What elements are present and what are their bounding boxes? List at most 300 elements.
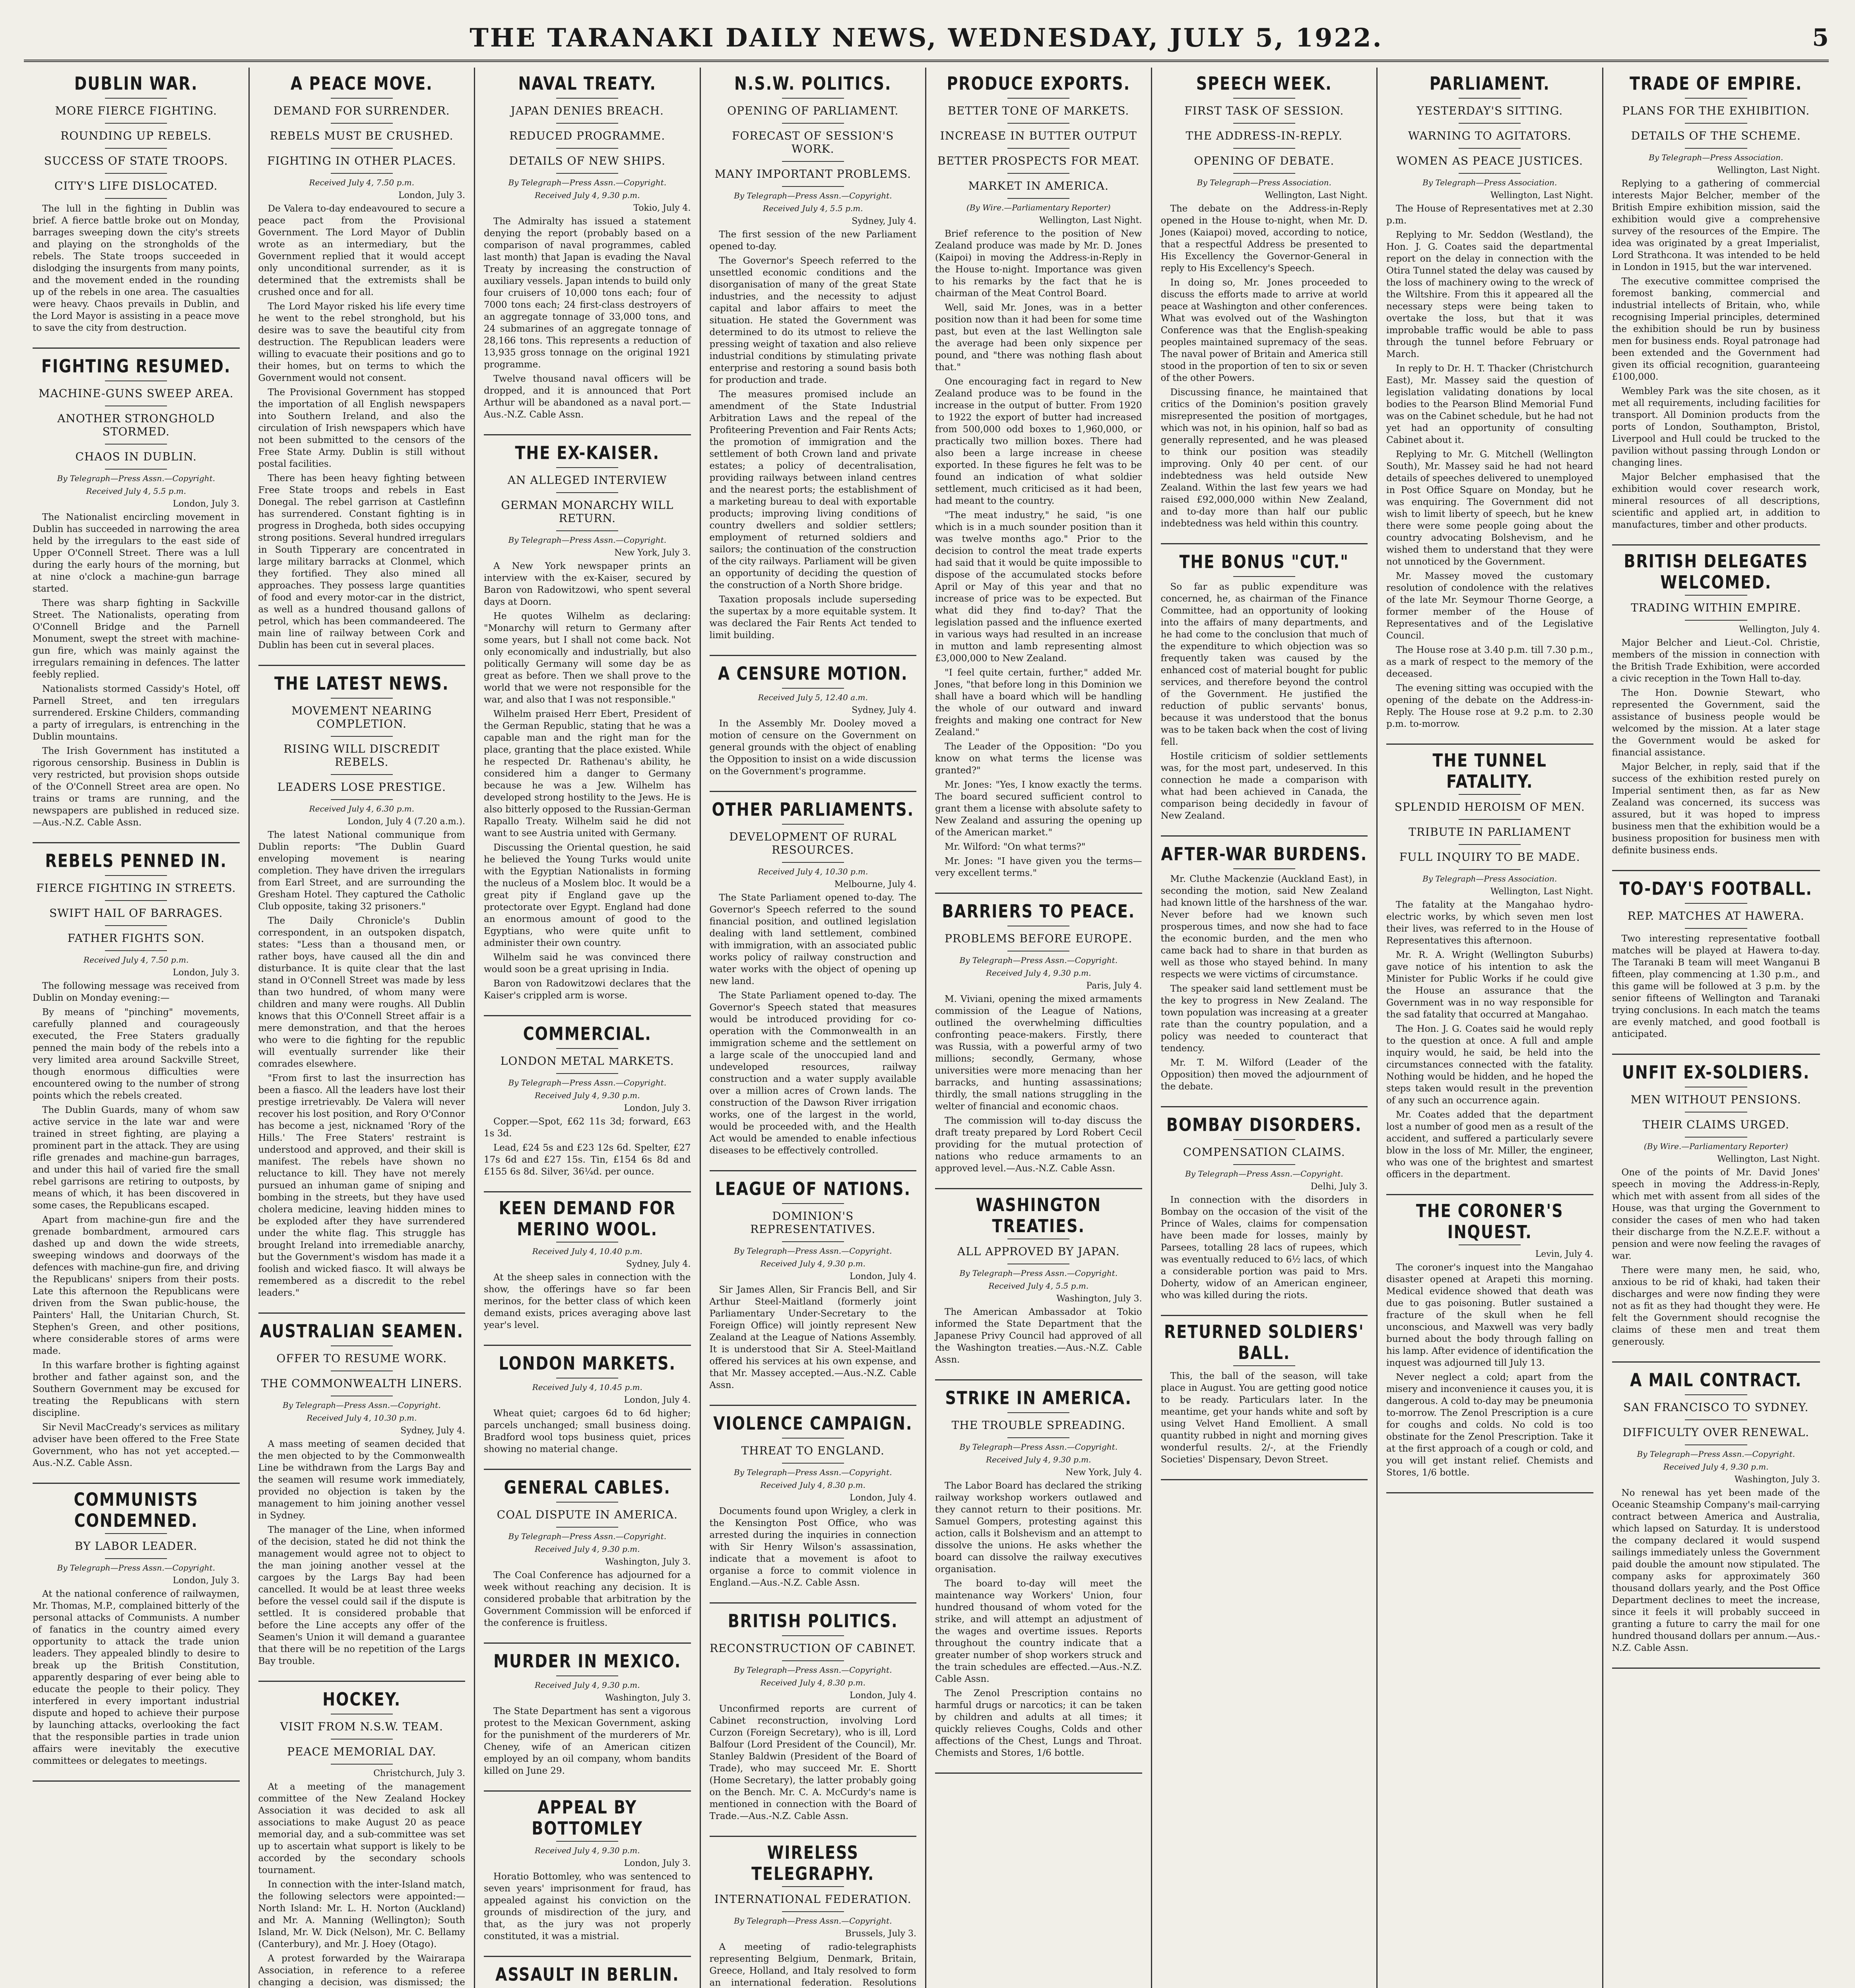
- article-subheading: MARKET IN AMERICA.: [968, 179, 1109, 192]
- article-paragraph: Nationalists stormed Cassidy's Hotel, off Parnell Street, and ten irregulars surrendered. Erskine Childers, commanding a party of irregulars, is entrenching in the Dublin mountains.: [33, 684, 240, 742]
- section-separator: [1161, 835, 1368, 837]
- rule-divider: [556, 98, 618, 99]
- article-place: Paris, July 4.: [1086, 981, 1142, 991]
- rule-divider: [556, 467, 618, 468]
- article-paragraph: Taxation proposals include superseding the supertax by a more equitable system. It was declared the Fair Rents Act tended to limit building.: [709, 594, 916, 641]
- article-body: [1386, 1262, 1593, 1479]
- article-subheading: COAL DISPUTE IN AMERICA.: [497, 1508, 678, 1521]
- article-dateline: By Telegraph—Press Assn.—Copyright.: [57, 474, 215, 483]
- article-subheading: FIRST TASK OF SESSION.: [1184, 104, 1344, 117]
- section-separator: [1386, 744, 1593, 745]
- article-paragraph: In this warfare brother is fighting against brother and father against son, and the Southern Government may be excused for treating the Republicans with stern discipline.: [33, 1360, 240, 1418]
- article-headline: KEEN DEMAND FOR MERINO WOOL.: [499, 1198, 676, 1240]
- article-subheading: WOMEN AS PEACE JUSTICES.: [1396, 154, 1583, 167]
- rule-divider: [1459, 148, 1521, 149]
- rule-divider: [1007, 1437, 1069, 1438]
- section-separator: [1161, 1315, 1368, 1316]
- article-paragraph: A protest forwarded by the Wairarapa Association, in reference to a referee changing a decision, was dismissed; the: [258, 1953, 465, 1988]
- article-paragraph: M. Viviani, opening the mixed armaments commission of the League of Nations, outlined the overwhelming difficulties confronting peace-makers. Firstly, there was Russia, with a powerful army of two millions; secondly, Germany, whose universities were more menacing than her barracks, and hunting assassinations; thirdly, the small nations struggling in the welter of financial and economic chaos.: [935, 994, 1142, 1112]
- article-body: [33, 511, 240, 829]
- article-paragraph: Copper.—Spot, £62 11s 3d; forward, £63 1s 3d.: [484, 1116, 691, 1139]
- article-place: Washington, July 3.: [1734, 1475, 1820, 1485]
- rule-divider: [1233, 1139, 1295, 1140]
- article-paragraph: Apart from machine-gun fire and the grenade bombardment, armoured cars dashed up and down the wide streets, sweeping windows and doorways of the defences with machine-gun fire, and driving the Republicans' snipers from their posts. Late this afternoon the Republicans were driven from the Swan public-house, the Painters' Hall, the Unitarian Church, St. Stephen's Green, and other positions, where considerable stores of arms were made.: [33, 1215, 240, 1356]
- article-dateline: By Telegraph—Press Assn.—Copyright.: [733, 1665, 892, 1675]
- rule-divider: [331, 698, 393, 699]
- article-paragraph: The Lord Mayor risked his life every time he went to the rebel stronghold, but his desire was to save the beautiful city from destruction. The Republican leaders were willing to evacuate their positions and go to their homes, but on terms to which the Government would not consent.: [258, 301, 465, 383]
- article-received: Received July 4, 8.30 p.m.: [760, 1678, 865, 1687]
- article-received: Received July 4, 6.30 p.m.: [309, 804, 414, 813]
- section-separator: [1161, 1106, 1368, 1107]
- article: [33, 75, 240, 334]
- article-place: Washington, July 3.: [605, 1557, 691, 1567]
- article-subheading: MOVEMENT NEARING COMPLETION.: [291, 704, 432, 730]
- rule-divider: [105, 98, 167, 99]
- rule-divider: [105, 925, 167, 926]
- article-received: Received July 4, 9.30 p.m.: [986, 1455, 1091, 1464]
- article-subheading: REBELS MUST BE CRUSHED.: [270, 129, 454, 142]
- article-paragraph: In connection with the disorders in Bombay on the occasion of the visit of the Prince of Wales, claims for compensation have been made for losses, mainly by Parsees, totalling 28 lacs of rupees, which was eventually reduced to 6½ lacs, of which a considerable portion was paid to Mrs. Doherty, widow of an American engineer, who was killed during the riots.: [1160, 1195, 1368, 1301]
- article-body: [1386, 899, 1593, 1180]
- rule-divider: [1685, 1137, 1747, 1138]
- article-paragraph: In the Assembly Mr. Dooley moved a motion of censure on the Government on general grounds with the object of enabling the Opposition to insist on a wide discussion on the Government's programme.: [709, 718, 916, 777]
- article-paragraph: The Admiralty has issued a statement denying the report (probably based on a comparison of naval programmes, cabled last month) that Japan is evading the Naval Treaty by increasing the construction of auxiliary vessels. Japan intends to build only four cruisers of 10,000 tons each; four of 7000 tons each; 24 first-class destroyers of an aggregate tonnage of 33,000 tons, and 24 submarines of an aggregate tonnage of 28,166 tons. This represents a reduction of 13,935 gross tonnage on the original 1921 programme.: [484, 216, 691, 370]
- article-place: Tokio, July 4.: [633, 203, 691, 213]
- article: [1612, 1371, 1820, 1654]
- article-paragraph: Sir Nevil MacCready's services as military adviser have been offered to the Free State Government, who has not yet accepted.—Aus.-N.Z. Cable Assn.: [33, 1422, 240, 1468]
- article-subheading: BETTER TONE OF MARKETS.: [948, 104, 1129, 117]
- article-body: [710, 1505, 917, 1589]
- article-body: [258, 1781, 466, 1988]
- article-body: [33, 1588, 240, 1767]
- article-body: [935, 228, 1142, 879]
- rule-divider: [782, 98, 844, 99]
- article-headline: UNFIT EX-SOLDIERS.: [1622, 1062, 1810, 1083]
- column-4: [701, 68, 927, 1988]
- article-headline: LONDON MARKETS.: [499, 1353, 676, 1374]
- article-body: [33, 203, 240, 334]
- rule-divider: [331, 774, 393, 775]
- article-headline: BARRIERS TO PEACE.: [942, 901, 1135, 922]
- article-subheading: INCREASE IN BUTTER OUTPUT: [940, 129, 1137, 142]
- article-paragraph: The speaker said land settlement must be the key to progress in New Zealand. The town population was increasing at a greater rate than the country population, and a policy was needed to counteract that tendency.: [1160, 984, 1368, 1054]
- article-received: Received July 4, 10.30 p.m.: [758, 867, 868, 876]
- article-paragraph: Mr. Jones: "I have given you the terms—very excellent terms.": [935, 856, 1142, 878]
- article-subheading: WARNING TO AGITATORS.: [1408, 129, 1572, 142]
- article-headline: AFTER-WAR BURDENS.: [1161, 843, 1368, 865]
- section-separator: [1612, 870, 1820, 871]
- article-headline: NAVAL TREATY.: [518, 73, 656, 94]
- article-dateline: By Telegraph—Press Assn.—Copyright.: [959, 955, 1118, 965]
- article-paragraph: A mass meeting of seamen decided that the men objected to by the Commonwealth Line be withdrawn from the Largs Bay and the seamen will resume work immediately, provided no objection is taken by the management to him joining another vessel in Sydney.: [258, 1439, 465, 1521]
- rule-divider: [1685, 928, 1747, 929]
- article-paragraph: He quotes Wilhelm as declaring: "Monarchy will return to Germany after some years, but I shall not come back. Not only economically and industrially, but also politically Germany will some day be as great as before. Then we shall prove to the world that we were not responsible for the war, and also that I was not responsible.": [484, 611, 691, 705]
- article-subheading: YESTERDAY'S SITTING.: [1416, 104, 1563, 117]
- article-paragraph: The Zenol Prescription contains no harmful drugs or narcotics; it can be taken by children and adults at all times; it quickly relieves Coughs, Colds and other affections of the Chest, Lungs and Throat. Chemists and Stores, 1/6 bottle.: [935, 1688, 1142, 1758]
- article: [1161, 75, 1368, 530]
- rule-divider: [331, 1739, 393, 1740]
- section-separator: [484, 1191, 691, 1192]
- article: [935, 1194, 1142, 1366]
- article-body: [710, 718, 917, 777]
- article-body: [484, 1116, 691, 1178]
- article-paragraph: By means of "pinching" movements, carefully planned and courageously executed, the Free Staters gradually penned the main body of the rebels into a very limited area around Sackville Street, though enormous difficulties were encountered owing to the number of strong points which the rebels created.: [33, 1007, 240, 1101]
- rule-divider: [782, 862, 844, 863]
- article-headline: PRODUCE EXPORTS.: [947, 73, 1131, 94]
- article-place: London, July 3.: [173, 968, 240, 978]
- column-5: [926, 68, 1152, 1988]
- article-headline: A PEACE MOVE.: [290, 73, 433, 94]
- article-paragraph: Replying to Mr. G. Mitchell (Wellington South), Mr. Massey said he had not heard details of speeches delivered to unemployed in Post Office Square on Monday, but he was enquiring. The Government did not wish to limit liberty of speech, but he knew there were some people going about the country advocating Bolshevism, and he wished them to understand that they were not unnoticed by the Government.: [1386, 449, 1593, 567]
- rule-divider: [556, 530, 618, 531]
- article-paragraph: The American Ambassador at Tokio informed the State Department that the Japanese Privy Council had approved of all the Washington treaties.—Aus.-N.Z. Cable Assn.: [935, 1307, 1142, 1365]
- article-paragraph: The following message was received from Dublin on Monday evening:—: [33, 981, 240, 1003]
- article: [1160, 1321, 1368, 1466]
- article-subheading: DIFFICULTY OVER RENEWAL.: [1622, 1426, 1809, 1439]
- section-separator: [935, 1188, 1142, 1189]
- article: [258, 1322, 466, 1667]
- article-subheading: GERMAN MONARCHY WILL RETURN.: [501, 499, 674, 525]
- article-paragraph: "The meat industry," he said, "is one which is in a much sounder position than it was twelve months ago." Prior to the decision to control the meat trade experts had said that it would be quite impossible to dispose of the accumulated stocks before April or May of this year and that no increase of price was to be expected. But what did they find to-day? That the legislation passed and the influence exerted in various ways had resulted in an increase in mutton and lamb representing almost £3,000,000 to New Zealand.: [935, 510, 1142, 664]
- rule-divider: [1233, 868, 1295, 869]
- article-place: Wellington, Last Night.: [1717, 1154, 1820, 1164]
- article-subheading: OPENING OF DEBATE.: [1194, 154, 1335, 167]
- article: [710, 1415, 917, 1589]
- article-body: [710, 1703, 917, 1822]
- rule-divider: [1233, 173, 1295, 174]
- article-received: Received July 4, 9.30 p.m.: [535, 1091, 640, 1100]
- article-place: Sydney, July 4.: [852, 216, 916, 226]
- columns: [24, 68, 1829, 1988]
- article-dateline: By Telegraph—Press Assn.—Copyright.: [959, 1442, 1118, 1452]
- article-received: Received July 4, 7.50 p.m.: [309, 178, 414, 187]
- rule-divider: [556, 1841, 618, 1842]
- article-paragraph: Documents found upon Wrigley, a clerk in the Kensington Post Office, who was arrested during the inquiries in connection with Sir Henry Wilson's assassination, indicate that a movement is afoot to organise a force to commit violence in England.—Aus.-N.Z. Cable Assn.: [709, 1506, 916, 1588]
- article-paragraph: A New York newspaper prints an interview with the ex-Kaiser, secured by Baron von Radowitzowi, who spent several days at Doorn.: [484, 561, 691, 607]
- article: [258, 1691, 466, 1988]
- rule-divider: [1685, 1394, 1747, 1395]
- article-subheading: LONDON METAL MARKETS.: [500, 1054, 674, 1068]
- article-paragraph: The Leader of the Opposition: "Do you know on what terms the license was granted?": [935, 742, 1142, 776]
- rule-divider: [1459, 844, 1521, 845]
- article-dateline: By Telegraph—Press Assn.—Copyright.: [57, 1563, 215, 1573]
- article: [1612, 1064, 1820, 1348]
- rule-divider: [105, 173, 167, 174]
- column-8: [1603, 68, 1829, 1988]
- rule-divider: [1007, 173, 1069, 174]
- section-separator: [1612, 1361, 1820, 1363]
- article-paragraph: Major Belcher, in reply, said that if the success of the exhibition rested purely on Imperial sentiment then, as far as New Zealand was concerned, its success was assured, but it was hoped to impress business men that the exhibition would be a business proposition for business men with definite business ends.: [1612, 762, 1820, 856]
- article-subheading: DEMAND FOR SURRENDER.: [273, 104, 450, 117]
- article-paragraph: Wheat quiet; cargoes 6d to 6d higher; parcels unchanged; small business doing. Bradford wool tops business quiet, prices showing no material change.: [484, 1408, 691, 1454]
- article-subheading: ANOTHER STRONGHOLD STORMED.: [57, 412, 215, 438]
- section-separator: [935, 1379, 1142, 1380]
- article-received: Received July 4, 5.5 p.m.: [86, 486, 186, 496]
- article-subheading: DETAILS OF THE SCHEME.: [1631, 129, 1801, 142]
- section-separator: [1161, 543, 1368, 544]
- rule-divider: [1685, 903, 1747, 904]
- rule-divider: [782, 1203, 844, 1204]
- article: [710, 1180, 917, 1391]
- article-received: Received July 4, 9.30 p.m.: [535, 190, 640, 200]
- rule-divider: [1459, 869, 1521, 870]
- article-paragraph: The measures promised include an amendment of the State Industrial Arbitration Laws and the repeal of the Profiteering Prevention and Fair Rents Acts; the promotion of immigration and the settlement of both Crown land and private estates; a policy of decentralisation, providing railways between inland centres and the nearest ports; the establishment of a marketing bureau to deal with exportable products; improving living conditions of country dwellers and soldier settlers; employment of returned soldiers and sailors; the continuation of the construction of the city railways. Parliament will be given an opportunity of deciding the question of the construction of a North Shore bridge.: [709, 389, 916, 590]
- article-paragraph: At the national conference of railwaymen, Mr. Thomas, M.P., complained bitterly of the personal attacks of Communists. A number of fanatics in the country aimed every opportunity to attack the trade union leaders. They appealed blindly to desire to break up the British Constitution, apparently desparing of ever being able to educate the people to their policy. They interfered in every important industrial dispute and hoped to achieve their purpose by launching attacks, overlooking the fact that the responsible parties in trade union affairs were inevitably the executive committees or delegates to meetings.: [33, 1589, 240, 1766]
- section-separator: [935, 1773, 1142, 1774]
- rule-divider: [105, 1558, 167, 1559]
- rule-divider: [105, 148, 167, 149]
- article-dateline: (By Wire.—Parliamentary Reporter): [1643, 1142, 1788, 1151]
- article-paragraph: Sir James Allen, Sir Francis Bell, and Sir Arthur Steel-Maitland (formerly joint Parliamentary Under-Secretary to the Foreign Office) will jointly represent New Zealand at the League of Nations Assembly. It is understood that Sir A. Steel-Maitland offered his services at his own expense, and that Mr. Massey accepted.—Aus.-N.Z. Cable Assn.: [709, 1285, 916, 1390]
- article-body: [258, 203, 466, 651]
- article: [1386, 75, 1593, 730]
- article-place: London, July 4.: [850, 1272, 916, 1281]
- article-body: [1612, 933, 1820, 1040]
- article-body: [1612, 178, 1820, 531]
- article-place: London, July 4.: [850, 1691, 916, 1701]
- article-paragraph: Major Belcher and Lieut.-Col. Christie, members of the mission in connection with the British Trade Exhibition, were accorded a civic reception in the Town Hall to-day.: [1612, 638, 1820, 684]
- rule-divider: [1685, 1444, 1747, 1445]
- masthead: [24, 16, 1829, 62]
- article-paragraph: A meeting of radio-telegraphists representing Belgium, Denmark, Britain, Greece, Holland, and Italy resolved to form an international federation. Resolutions: [709, 1942, 916, 1988]
- article-subheading: TRIBUTE IN PARLIAMENT: [1409, 825, 1571, 839]
- article-body: [484, 1871, 691, 1942]
- rule-divider: [782, 824, 844, 825]
- rule-divider: [1007, 98, 1069, 99]
- article-subheading: REP. MATCHES AT HAWERA.: [1627, 909, 1805, 922]
- article-body: [484, 1272, 691, 1331]
- article-dateline: By Telegraph—Press Association.: [1197, 178, 1331, 187]
- article-paragraph: The State Department has sent a vigorous protest to the Mexican Government, asking for the punishment of the murderers of Mr. Cheney, wife of an American citizen employed by an oil company, whom bandits killed on June 29.: [484, 1706, 691, 1776]
- article-headline: APPEAL BY BOTTOMLEY: [532, 1797, 643, 1839]
- article-paragraph: Mr. R. A. Wright (Wellington Suburbs) gave notice of his intention to ask the Minister for Public Works if he could give the House an assurance that the Government was in no way responsible for the sad fatality that occurred at Mangahao.: [1386, 950, 1593, 1020]
- rule-divider: [105, 444, 167, 445]
- section-separator: [258, 1312, 466, 1314]
- article-subheading: FATHER FIGHTS SON.: [67, 932, 205, 945]
- article-paragraph: The board to-day will meet the maintenance way Workers' Union, four hundred thousand of whom voted for the strike, and will attempt an adjustment of the wages and overtime issues. Reports throughout the country indicate that a greater number of shop workers struck and the train schedules are effected.—Aus.-N.Z. Cable Assn.: [935, 1578, 1142, 1684]
- article: [33, 357, 240, 829]
- section-separator: [935, 893, 1142, 894]
- section-separator: [33, 1780, 240, 1782]
- article-place: Brussels, July 3.: [845, 1929, 916, 1939]
- section-separator: [1612, 544, 1820, 546]
- rule-divider: [1007, 148, 1069, 149]
- article-place: Delhi, July 3.: [1310, 1182, 1368, 1192]
- article-paragraph: The lull in the fighting in Dublin was brief. A fierce battle broke out on Monday, barrages sweeping down the city's streets and playing on the strongholds of the rebels. The State troops succeeded in dislodging the insurgents from many points, and the movement ended in the rounding up of the rebels in one area. The casualties were heavy. Chaos prevails in Dublin, and the Lord Mayor is assisting in a peace move to save the city from destruction.: [33, 204, 240, 333]
- section-separator: [710, 1405, 917, 1406]
- article-headline: HOCKEY.: [322, 1689, 401, 1710]
- article-paragraph: Baron von Radowitzowi declares that the Kaiser's crippled arm is worse.: [484, 978, 691, 1001]
- article-place: London, July 4 (7.20 a.m.).: [347, 817, 465, 827]
- section-separator: [258, 1681, 466, 1682]
- rule-divider: [1685, 620, 1747, 621]
- article-paragraph: Wilhelm said he was convinced there would soon be a great uprising in India.: [484, 952, 691, 975]
- section-separator: [484, 1956, 691, 1957]
- rule-divider: [105, 198, 167, 199]
- article-dateline: By Telegraph—Press Assn.—Copyright.: [733, 191, 892, 200]
- rule-divider: [782, 1886, 844, 1887]
- article-paragraph: The manager of the Line, when informed of the decision, stated he did not think the management would agree not to object to the man joining another vessel at the cargoes by the Largs Bay had been cancelled. It would be at least three weeks before the vessel could sail if the dispute is settled. It is considered probable that before the Line accepts any offer of the Seamen's Union it will demand a guarantee that there will be no repetition of the Largs Bay trouble.: [258, 1525, 465, 1666]
- article-headline: AUSTRALIAN SEAMEN.: [260, 1320, 464, 1342]
- article-headline: THE LATEST NEWS.: [274, 673, 449, 694]
- article: [484, 1479, 691, 1629]
- article-headline: GENERAL CABLES.: [504, 1477, 671, 1498]
- rule-divider: [782, 1911, 844, 1912]
- article-received: Received July 4, 9.30 p.m.: [535, 1544, 640, 1554]
- article: [709, 1842, 917, 1988]
- article-paragraph: Mr. Cluthe Mackenzie (Auckland East), in seconding the motion, said New Zealand had known little of the harshness of the war. Never before had we known such prosperous times, and now she had to face the economic burden, and the men who came back had to share in that burden as well as those who stayed behind. In many respects we were victims of circumstance.: [1160, 874, 1368, 980]
- article-dateline: (By Wire.—Parliamentary Reporter): [966, 203, 1111, 212]
- article-paragraph: Mr. Massey moved the customary resolution of condolence with the relatives of the late Mr. Seymour Thorne George, a former member of the House of Representatives and of the Legislative Council.: [1386, 571, 1593, 641]
- article: [33, 852, 240, 1469]
- article-body: [710, 1941, 917, 1988]
- article-subheading: DETAILS OF NEW SHIPS.: [509, 154, 666, 167]
- article-headline: VIOLENCE CAMPAIGN.: [713, 1413, 913, 1434]
- article-dateline: By Telegraph—Press Assn.—Copyright.: [1185, 1169, 1343, 1178]
- article-paragraph: The Hon. Downie Stewart, who represented the Government, said the assistance of business people would be welcomed by the mission. At a later stage the Government would be asked for financial assistance.: [1612, 688, 1820, 758]
- article-body: [484, 1705, 691, 1777]
- article-place: Wellington, Last Night.: [1717, 165, 1820, 175]
- article-received: Received July 4, 5.5 p.m.: [988, 1281, 1089, 1291]
- article-body: [1161, 1370, 1368, 1466]
- article-subheading: PROBLEMS BEFORE EUROPE.: [945, 932, 1133, 945]
- rule-divider: [1685, 148, 1747, 149]
- article-subheading: RISING WILL DISCREDIT REBELS.: [283, 742, 440, 769]
- rule-divider: [1685, 1419, 1747, 1420]
- article-place: London, July 3.: [624, 1858, 691, 1868]
- article-headline: WIRELESS TELEGRAPHY.: [751, 1842, 875, 1884]
- article-body: [935, 1480, 1142, 1759]
- article-headline: TO-DAY'S FOOTBALL.: [1619, 878, 1812, 899]
- article-subheading: MACHINE-GUNS SWEEP AREA.: [38, 387, 234, 400]
- rule-divider: [331, 148, 393, 149]
- article-body: [710, 892, 917, 1157]
- section-separator: [484, 434, 691, 435]
- article-place: London, July 3.: [398, 190, 465, 200]
- article-dateline: By Telegraph—Press Assn.—Copyright.: [1637, 1449, 1795, 1459]
- rule-divider: [105, 469, 167, 470]
- article-headline: FIGHTING RESUMED.: [41, 355, 231, 377]
- article-headline: STRIKE IN AMERICA.: [945, 1387, 1132, 1409]
- article: [258, 675, 466, 1299]
- article: [484, 1966, 691, 1988]
- article-subheading: RECONSTRUCTION OF CABINET.: [710, 1642, 916, 1655]
- article-place: London, July 4.: [850, 1493, 916, 1503]
- masthead-title: THE TARANAKI DAILY NEWS, WEDNESDAY, JULY 5, 1922.: [470, 23, 1383, 53]
- rule-divider: [782, 1438, 844, 1439]
- article-paragraph: Replying to Mr. Seddon (Westland), the Hon. J. G. Coates said the departmental report on the delay in connection with the Otira Tunnel stated the delay was caused by the loss of machinery owing to the wreck of the Wiltshire. From this it appeared all the necessary steps were being taken to overtake the loss, but that it was improbable traffic would be able to pass through the tunnel before February or March.: [1386, 230, 1593, 359]
- article-body: [1161, 203, 1368, 530]
- article-body: [258, 1438, 466, 1667]
- article-subheading: THREAT TO ENGLAND.: [741, 1444, 885, 1457]
- article-paragraph: Brief reference to the position of New Zealand produce was made by Mr. D. Jones (Kaipoi) in moving the Address-in-Reply in the House to-night. Importance was given to his remarks by the fact that he is chairman of the Meat Control Board.: [935, 229, 1142, 299]
- article-headline: THE TUNNEL FATALITY.: [1432, 750, 1547, 792]
- article-subheading: COMPENSATION CLAIMS.: [1183, 1145, 1345, 1159]
- article-place: New York, July 3.: [614, 548, 691, 558]
- article-subheading: SPLENDID HEROISM OF MEN.: [1394, 800, 1585, 813]
- article-paragraph: The evening sitting was occupied with the opening of the debate on the Address-in-Reply. The House rose at 9.2 p.m. to 2.30 p.m. to-morrow.: [1386, 683, 1593, 729]
- article-received: Received July 4, 9.30 p.m.: [535, 1680, 640, 1690]
- article-paragraph: Lead, £24 5s and £23 12s 6d. Spelter, £27 17s 6d and £27 15s. Tin, £154 6s 8d and £155 6s 8d. Silver, 36¼d. per ounce.: [484, 1143, 691, 1177]
- article-paragraph: The coroner's inquest into the Mangahao disaster opened at Arapeti this morning. Medical evidence showed that death was due to gas poisoning. Butler sustained a fracture of the skull when he fell unconscious, and Maxwell was very badly burned about the body through falling on his lamp. After evidence of identification the inquest was adjourned till July 13.: [1386, 1262, 1593, 1368]
- article-paragraph: There has been heavy fighting between Free State troops and rebels in East Donegal. The rebel garrison at Castlefinn has surrendered. Constant fighting is in progress in Drogheda, both sides occupying strong positions. Several hundred irregulars in South Tipperary are concentrated in large military barracks at Clonmel, which they fortified. They also mined all approaches. They possess large quantities of food and every motor-car in the district, as well as a hundred thousand gallons of petrol, which has been commandeered. The main line of railway between Cork and Dublin has been cut in several places.: [258, 473, 465, 650]
- article-paragraph: Replying to a gathering of commercial interests Major Belcher, member of the British Empire exhibition mission, said the exhibition would give a comprehensive survey of the resources of the Empire. The idea was originated by a great Imperialist, Lord Strathcona. It was intended to be held in London in 1915, but the war intervened.: [1612, 179, 1820, 272]
- article-paragraph: The State Parliament opened to-day. The Governor's Speech referred to the sound financial position, and outlined legislation dealing with land settlement, combined with immigration, with an associated public works policy of railway construction and water works with the object of opening up new land.: [709, 893, 916, 986]
- article-paragraph: Wilhelm praised Herr Ebert, President of the German Republic, stating that he was a capable man and the right man for the place, granting that the place existed. While he respected Dr. Rathenau's ability, he considered him a danger to Germany because he was a Jew. Wilhelm has developed strong hostility to the Jews. He is also bitterly opposed to the Russian-German Rapallo Treaty. Wilhelm said he did not want to see Austria united with Germany.: [484, 709, 691, 839]
- article: [1161, 1116, 1368, 1301]
- rule-divider: [782, 1241, 844, 1242]
- article-received: Received July 4, 10.40 p.m.: [532, 1246, 642, 1256]
- article-paragraph: Mr. Jones: "Yes, I know exactly the terms. The board secured sufficient control to grant them a license with absolute safety to New Zealand and assuring the opening up of the American market.": [935, 780, 1142, 838]
- section-separator: [33, 348, 240, 349]
- article-subheading: MANY IMPORTANT PROBLEMS.: [714, 167, 912, 181]
- article-paragraph: There were many men, he said, who, anxious to be rid of khaki, had taken their discharges and were now finding they were not as fit as they had thought they were. He felt the Government should recognise the claims of these men and treat them generously.: [1612, 1265, 1820, 1347]
- article-dateline: By Telegraph—Press Association.: [1649, 153, 1783, 162]
- column-3: [475, 68, 701, 1988]
- article-dateline: By Telegraph—Press Assn.—Copyright.: [733, 1468, 892, 1477]
- article-place: Christchurch, July 3.: [373, 1769, 465, 1778]
- article-headline: BOMBAY DISORDERS.: [1166, 1114, 1362, 1136]
- rule-divider: [556, 1048, 618, 1049]
- article-subheading: CHAOS IN DUBLIN.: [75, 450, 197, 463]
- article-subheading: AN ALLEGED INTERVIEW: [507, 474, 667, 487]
- rule-divider: [556, 1527, 618, 1528]
- article-subheading: FULL INQUIRY TO BE MADE.: [1399, 850, 1580, 864]
- article: [484, 1025, 691, 1178]
- article-body: [1612, 637, 1820, 856]
- article-paragraph: The Provisional Government has stopped the importation of all English newspapers into Southern Ireland, and also the circulation of Irish newspapers which have not been submitted to the censors of the Free State Army. Dublin is still without postal facilities.: [258, 387, 465, 469]
- article-headline: COMMUNISTS CONDEMNED.: [74, 1489, 198, 1531]
- article-subheading: THEIR CLAIMS URGED.: [1642, 1118, 1789, 1131]
- article-received: Received July 5, 12.40 a.m.: [758, 693, 868, 702]
- page-number: 5: [1812, 24, 1829, 52]
- article-body: [258, 829, 466, 1299]
- article-paragraph: Twelve thousand naval officers will be dropped, and it is announced that Port Arthur will be abandoned as a naval port.—Aus.-N.Z. Cable Assn.: [484, 374, 691, 420]
- article-paragraph: Mr. Wilford: "On what terms?": [945, 842, 1086, 852]
- article-place: Sydney, July 4.: [400, 1426, 465, 1436]
- article-headline: SPEECH WEEK.: [1196, 73, 1332, 94]
- article-dateline: By Telegraph—Press Assn.—Copyright.: [508, 178, 667, 187]
- rule-divider: [1459, 794, 1521, 795]
- article-subheading: INTERNATIONAL FEDERATION.: [714, 1893, 912, 1906]
- article-body: [710, 1284, 917, 1391]
- article-received: Received July 4, 5.5 p.m.: [763, 204, 863, 213]
- section-separator: [484, 1015, 691, 1016]
- article-subheading: CITY'S LIFE DISLOCATED.: [54, 179, 218, 192]
- article: [1161, 553, 1368, 822]
- article-dateline: By Telegraph—Press Assn.—Copyright.: [733, 1246, 892, 1256]
- article-body: [33, 980, 240, 1469]
- rule-divider: [331, 799, 393, 800]
- rule-divider: [1459, 98, 1521, 99]
- rule-divider: [105, 950, 167, 951]
- rule-divider: [331, 173, 393, 174]
- article: [1386, 1200, 1593, 1479]
- column-2: [250, 68, 475, 1988]
- article: [710, 665, 917, 777]
- article-headline: OTHER PARLIAMENTS.: [712, 799, 914, 820]
- article: [1161, 845, 1368, 1093]
- article-subheading: FORECAST OF SESSION'S WORK.: [732, 129, 894, 155]
- article-headline: RETURNED SOLDIERS' BALL.: [1164, 1321, 1364, 1363]
- article-place: London, July 3.: [173, 499, 240, 509]
- rule-divider: [105, 900, 167, 901]
- article-place: New York, July 4.: [1065, 1468, 1142, 1477]
- article-subheading: ROUNDING UP REBELS.: [60, 129, 212, 142]
- article-paragraph: One of the points of Mr. David Jones' speech in moving the Address-in-Reply, which met with assent from all sides of the House, was that urging the Government to consider the cases of men who had taken their discharge from the N.Z.E.F. without a pension and were now feeling the ravages of war.: [1612, 1167, 1820, 1261]
- section-separator: [1612, 1668, 1820, 1669]
- article-subheading: MORE FIERCE FIGHTING.: [55, 104, 217, 117]
